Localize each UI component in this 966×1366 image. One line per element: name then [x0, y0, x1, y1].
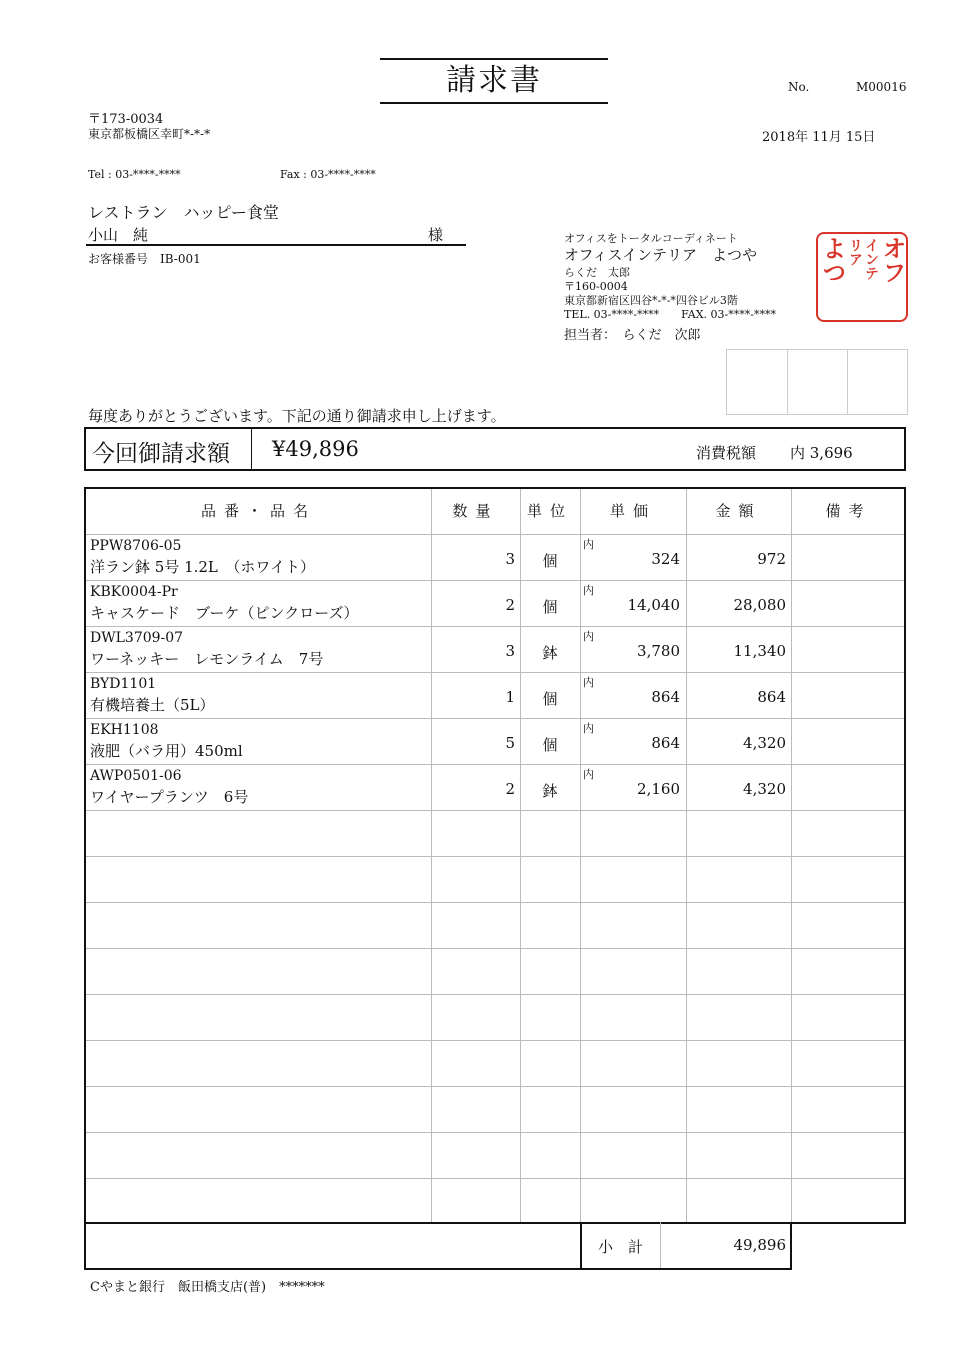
customer-postal: 〒173-0034	[88, 112, 164, 127]
item-unit: 鉢	[542, 782, 558, 800]
customer-honorific: 様	[428, 226, 444, 244]
table-row	[86, 672, 904, 718]
item-amount: 864	[757, 688, 786, 706]
header-price: 単価	[609, 502, 656, 520]
document-title: 請求書	[446, 63, 542, 98]
item-code: BYD1101	[90, 676, 157, 692]
header-unit: 単位	[526, 502, 573, 520]
item-amount: 4,320	[743, 734, 786, 752]
item-qty: 3	[505, 550, 515, 568]
issuer-tel-fax: TEL. 03-****-**** FAX. 03-****-****	[564, 308, 776, 321]
item-price: 2,160	[637, 780, 680, 798]
tax-included-mark: 内	[583, 676, 594, 689]
item-code: KBK0004-Pr	[90, 584, 178, 600]
item-name: ワーネッキー レモンライム 7号	[90, 650, 324, 668]
tax-included-mark: 内	[583, 630, 594, 643]
items-table	[84, 487, 906, 1224]
item-price: 864	[651, 688, 680, 706]
item-name: キャスケード ブーケ（ピンクローズ）	[90, 604, 359, 622]
item-name: 洋ラン鉢 5号 1.2L （ホワイト）	[90, 558, 315, 576]
company-stamp: オフ インテ リア よつ	[816, 232, 908, 322]
tax-included-mark: 内	[583, 768, 594, 781]
item-qty: 2	[505, 780, 515, 798]
tax-included-mark: 内	[583, 584, 594, 597]
table-row	[86, 764, 904, 810]
bank-info: Cやまと銀行 飯田橋支店(普) *******	[90, 1280, 325, 1295]
item-amount: 11,340	[733, 642, 786, 660]
seal-boxes	[726, 349, 908, 415]
item-name: 液肥（バラ用）450ml	[90, 742, 243, 760]
subtotal-value: 49,896	[733, 1236, 786, 1254]
customer-address: 東京都板橋区幸町*-*-*	[88, 127, 211, 141]
item-unit: 個	[542, 690, 558, 708]
tax-included-mark: 内	[583, 538, 594, 551]
issuer-postal: 〒160-0004	[564, 280, 628, 293]
header-qty: 数量	[452, 502, 499, 520]
customer-number: お客様番号 IB-001	[88, 252, 201, 266]
table-row	[86, 718, 904, 764]
issuer-address: 東京都新宿区四谷*-*-*四谷ビル3階	[564, 294, 738, 307]
item-unit: 個	[542, 552, 558, 570]
item-code: DWL3709-07	[90, 630, 184, 646]
issuer-name: オフィスインテリア よつや	[564, 246, 758, 264]
item-qty: 2	[505, 596, 515, 614]
total-amount-box	[84, 427, 906, 471]
item-price: 324	[651, 550, 680, 568]
item-code: AWP0501-06	[90, 768, 182, 784]
item-price: 864	[651, 734, 680, 752]
issuer-person: らくだ 太郎	[564, 266, 630, 279]
item-code: EKH1108	[90, 722, 159, 738]
tax-label: 消費税額	[696, 444, 757, 462]
item-amount: 28,080	[733, 596, 786, 614]
total-label: 今回御請求額	[92, 441, 230, 467]
issue-date: 2018年 11月 15日	[762, 130, 876, 145]
customer-person: 小山 純	[88, 226, 149, 244]
item-qty: 3	[505, 642, 515, 660]
customer-name-line	[86, 224, 466, 246]
item-price: 3,780	[637, 642, 680, 660]
table-row	[86, 626, 904, 672]
header-notes: 備考	[825, 502, 872, 520]
tax-included-mark: 内	[583, 722, 594, 735]
subtotal-label: 小 計	[598, 1238, 644, 1256]
issuer-staff: 担当者： らくだ 次郎	[564, 328, 701, 343]
header-item: 品番・品名	[200, 502, 316, 520]
greeting-text: 毎度ありがとうございます。下記の通り御請求申し上げます。	[88, 407, 506, 425]
item-unit: 鉢	[542, 644, 558, 662]
item-name: ワイヤープランツ 6号	[90, 788, 249, 806]
item-name: 有機培養土（5L）	[90, 696, 215, 714]
customer-fax: Fax : 03-****-****	[280, 168, 376, 181]
issuer-tagline: オフィスをトータルコーディネート	[564, 232, 738, 245]
item-unit: 個	[542, 598, 558, 616]
table-row	[86, 534, 904, 580]
table-row	[86, 580, 904, 626]
doc-no-label: No.	[788, 80, 810, 94]
customer-tel: Tel : 03-****-****	[88, 168, 181, 181]
doc-no: M00016	[856, 80, 907, 94]
item-unit: 個	[542, 736, 558, 754]
total-amount: ¥49,896	[272, 437, 359, 461]
title-frame	[380, 58, 608, 104]
item-amount: 4,320	[743, 780, 786, 798]
item-amount: 972	[757, 550, 786, 568]
item-qty: 1	[505, 688, 515, 706]
customer-company: レストラン ハッピー食堂	[88, 203, 279, 222]
item-price: 14,040	[627, 596, 680, 614]
item-code: PPW8706-05	[90, 538, 182, 554]
tax-value: 内 3,696	[790, 444, 853, 462]
item-qty: 5	[505, 734, 515, 752]
subtotal-row	[84, 1222, 792, 1270]
header-amount: 金額	[715, 502, 762, 520]
